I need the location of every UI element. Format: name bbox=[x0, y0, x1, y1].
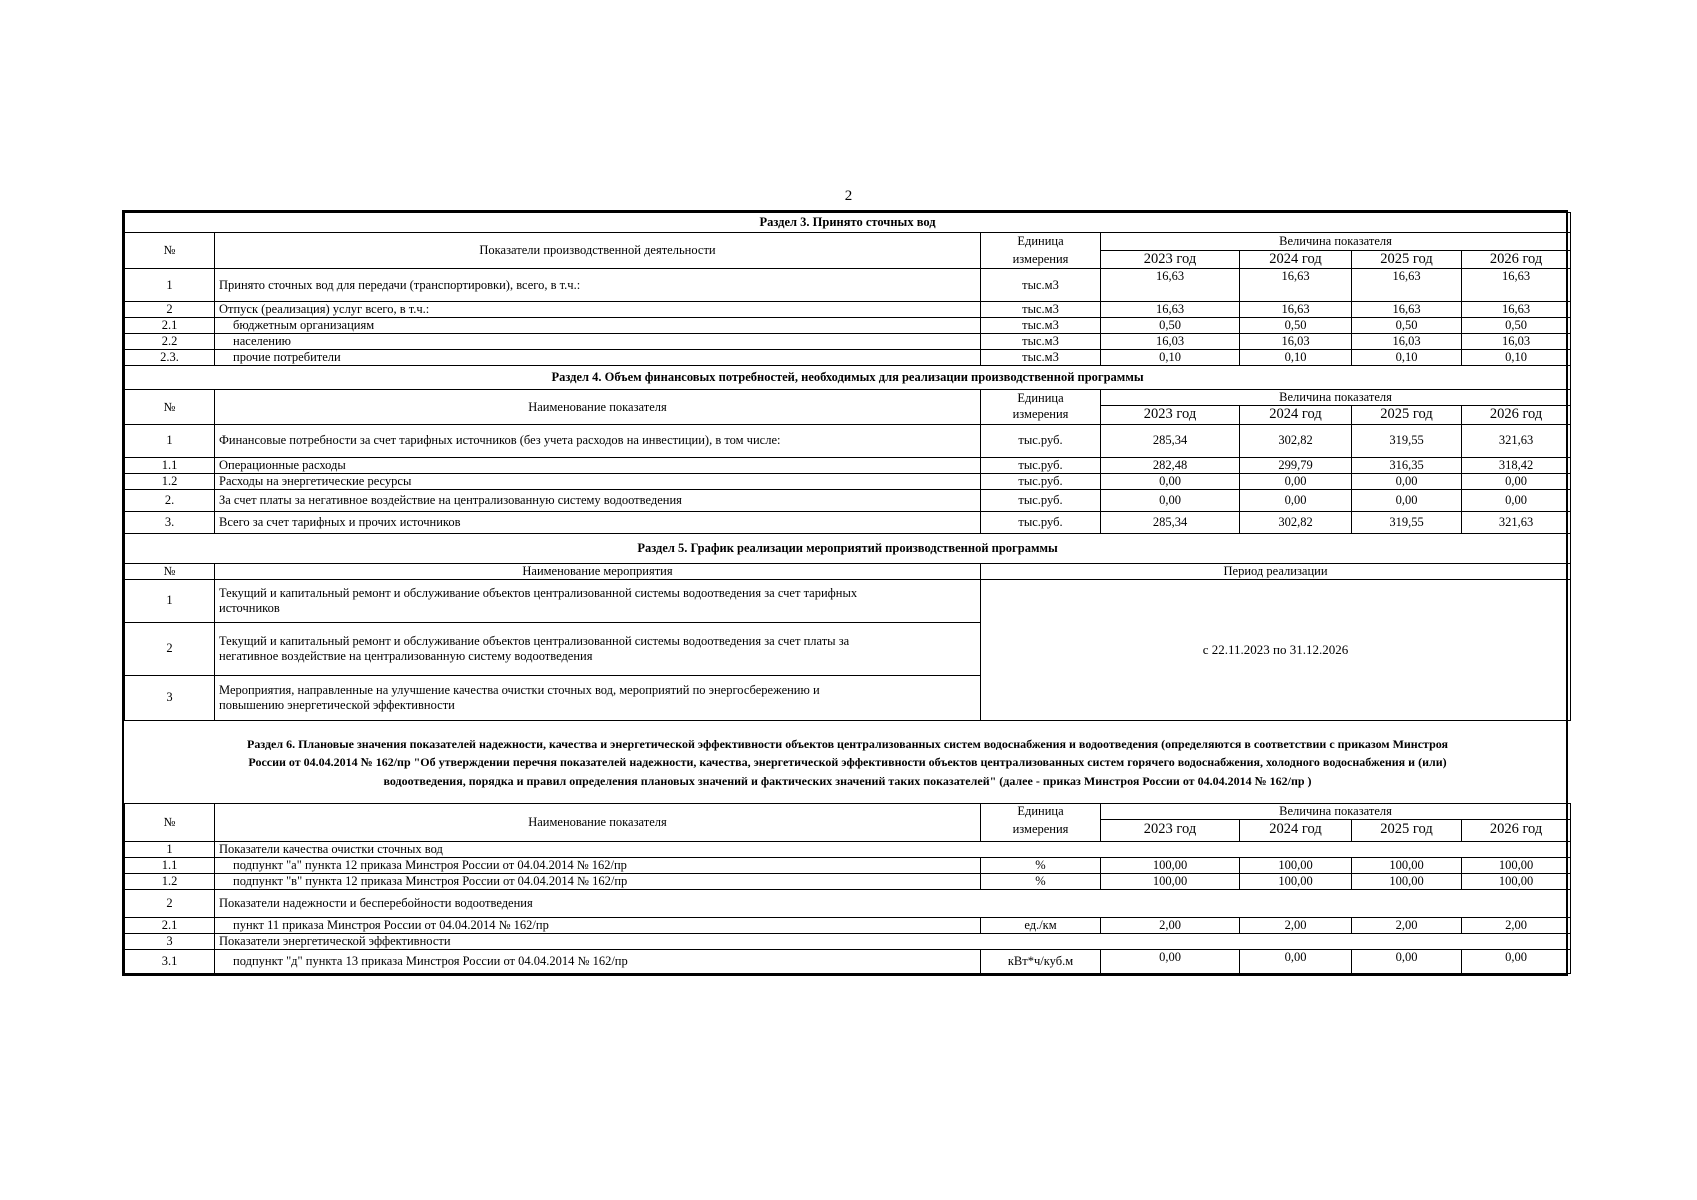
table-row bbox=[125, 579, 1571, 622]
indicators-table bbox=[124, 212, 1571, 974]
section4-header-unit: Единица bbox=[981, 390, 1101, 406]
row-value: 0,00 bbox=[1462, 473, 1571, 489]
row-value: 318,42 bbox=[1462, 457, 1571, 473]
section3-year: 2024 год bbox=[1240, 251, 1352, 269]
table-row bbox=[125, 841, 1571, 857]
section3-header-unit: Единица bbox=[981, 233, 1101, 251]
section6-year: 2023 год bbox=[1101, 819, 1240, 841]
row-no: 1 bbox=[125, 841, 215, 857]
row-value: 100,00 bbox=[1462, 857, 1571, 873]
table-row bbox=[125, 318, 1571, 334]
section3-year: 2023 год bbox=[1101, 251, 1240, 269]
row-value: 16,03 bbox=[1462, 334, 1571, 350]
row-value: 16,63 bbox=[1462, 269, 1571, 302]
table-row bbox=[125, 933, 1571, 949]
section4-header-name: Наименование показателя bbox=[215, 390, 981, 424]
row-value: 100,00 bbox=[1101, 857, 1240, 873]
section4-header-unit-2: измерения bbox=[981, 406, 1101, 424]
row-no: 2 bbox=[125, 889, 215, 917]
row-name: За счет платы за негативное воздействие на централизованную систему водоотведения bbox=[215, 489, 981, 511]
row-value: 0,00 bbox=[1240, 949, 1352, 973]
row-value: 0,00 bbox=[1462, 949, 1571, 973]
row-value: 282,48 bbox=[1101, 457, 1240, 473]
section4-header-no: № bbox=[125, 390, 215, 424]
section5-header-no: № bbox=[125, 563, 215, 579]
section4-year: 2026 год bbox=[1462, 406, 1571, 424]
table-row bbox=[125, 489, 1571, 511]
row-no: 1 bbox=[125, 424, 215, 457]
row-value: 0,10 bbox=[1352, 350, 1462, 366]
section5-header-name: Наименование мероприятия bbox=[215, 563, 981, 579]
row-value: 299,79 bbox=[1240, 457, 1352, 473]
section3-header-no: № bbox=[125, 233, 215, 269]
row-unit: % bbox=[981, 873, 1101, 889]
row-name-line: источников bbox=[219, 600, 280, 615]
row-value: 0,50 bbox=[1101, 318, 1240, 334]
table-row bbox=[125, 949, 1571, 973]
row-name-line: Мероприятия, направленные на улучшение качества очистки сточных вод, мероприятий по энергосбережению и bbox=[219, 682, 820, 697]
section5-period: с 22.11.2023 по 31.12.2026 bbox=[981, 579, 1571, 720]
row-name: прочие потребители bbox=[215, 350, 981, 366]
row-name: подпункт "д" пункта 13 приказа Минстроя России от 04.04.2014 № 162/пр bbox=[215, 949, 981, 973]
row-value: 2,00 bbox=[1101, 917, 1240, 933]
table-row bbox=[125, 917, 1571, 933]
section6-header-no: № bbox=[125, 803, 215, 841]
row-value: 100,00 bbox=[1352, 857, 1462, 873]
row-no: 2.2 bbox=[125, 334, 215, 350]
row-name: Принято сточных вод для передачи (транспортировки), всего, в т.ч.: bbox=[215, 269, 981, 302]
group-name: Показатели энергетической эффективности bbox=[215, 933, 1571, 949]
section3-year: 2026 год bbox=[1462, 251, 1571, 269]
row-name: подпункт "в" пункта 12 приказа Минстроя России от 04.04.2014 № 162/пр bbox=[215, 873, 981, 889]
row-value: 0,50 bbox=[1240, 318, 1352, 334]
row-name-line: Текущий и капитальный ремонт и обслуживание объектов централизованной системы водоотведения за счет платы за bbox=[219, 633, 850, 648]
row-value: 0,00 bbox=[1352, 489, 1462, 511]
document-table bbox=[122, 210, 1568, 976]
row-name bbox=[215, 675, 981, 720]
row-value: 16,63 bbox=[1240, 269, 1352, 302]
row-value: 285,34 bbox=[1101, 424, 1240, 457]
row-unit: тыс.руб. bbox=[981, 424, 1101, 457]
section4-header-value: Величина показателя bbox=[1101, 390, 1571, 406]
row-no: 2.1 bbox=[125, 917, 215, 933]
row-no: 2 bbox=[125, 302, 215, 318]
row-no: 2.1 bbox=[125, 318, 215, 334]
row-value: 16,03 bbox=[1240, 334, 1352, 350]
section4-year: 2025 год bbox=[1352, 406, 1462, 424]
row-value: 302,82 bbox=[1240, 424, 1352, 457]
row-value: 0,10 bbox=[1240, 350, 1352, 366]
section3-year: 2025 год bbox=[1352, 251, 1462, 269]
row-unit: тыс.руб. bbox=[981, 511, 1101, 533]
row-value: 319,55 bbox=[1352, 424, 1462, 457]
row-value: 100,00 bbox=[1101, 873, 1240, 889]
group-name: Показатели надежности и бесперебойности водоотведения bbox=[215, 889, 1571, 917]
table-row bbox=[125, 889, 1571, 917]
row-value: 0,00 bbox=[1352, 949, 1462, 973]
section3-header-name: Показатели производственной деятельности bbox=[215, 233, 981, 269]
row-value: 0,00 bbox=[1101, 489, 1240, 511]
section6-header-unit-2: измерения bbox=[981, 819, 1101, 841]
row-name: Всего за счет тарифных и прочих источников bbox=[215, 511, 981, 533]
table-row bbox=[125, 457, 1571, 473]
table-row bbox=[125, 302, 1571, 318]
row-value: 319,55 bbox=[1352, 511, 1462, 533]
row-value: 16,03 bbox=[1352, 334, 1462, 350]
section4-year: 2024 год bbox=[1240, 406, 1352, 424]
row-value: 16,63 bbox=[1101, 269, 1240, 302]
row-value: 0,10 bbox=[1462, 350, 1571, 366]
row-unit: тыс.м3 bbox=[981, 269, 1101, 302]
section6-header-unit: Единица bbox=[981, 803, 1101, 819]
row-value: 316,35 bbox=[1352, 457, 1462, 473]
row-no: 2.3. bbox=[125, 350, 215, 366]
section5-header-period: Период реализации bbox=[981, 563, 1571, 579]
row-value: 0,00 bbox=[1101, 949, 1240, 973]
group-name: Показатели качества очистки сточных вод bbox=[215, 841, 1571, 857]
table-row bbox=[125, 473, 1571, 489]
section5-title: Раздел 5. График реализации мероприятий производственной программы bbox=[125, 533, 1571, 563]
row-value: 16,63 bbox=[1240, 302, 1352, 318]
row-value: 2,00 bbox=[1240, 917, 1352, 933]
row-name-line: негативное воздействие на централизованную систему водоотведения bbox=[219, 648, 593, 663]
row-name: бюджетным организациям bbox=[215, 318, 981, 334]
row-no: 2 bbox=[125, 622, 215, 675]
table-row bbox=[125, 269, 1571, 302]
row-value: 16,63 bbox=[1352, 269, 1462, 302]
row-value: 285,34 bbox=[1101, 511, 1240, 533]
row-value: 16,03 bbox=[1101, 334, 1240, 350]
row-unit: тыс.м3 bbox=[981, 350, 1101, 366]
row-no: 1 bbox=[125, 579, 215, 622]
row-name bbox=[215, 579, 981, 622]
row-value: 0,00 bbox=[1352, 473, 1462, 489]
section6-header-value: Величина показателя bbox=[1101, 803, 1571, 819]
row-no: 1.2 bbox=[125, 473, 215, 489]
row-unit: тыс.руб. bbox=[981, 457, 1101, 473]
row-value: 100,00 bbox=[1240, 857, 1352, 873]
table-row bbox=[125, 350, 1571, 366]
section6-title bbox=[125, 720, 1571, 803]
row-value: 16,63 bbox=[1101, 302, 1240, 318]
section6-title-line: водоотведения, порядка и правил определения плановых значений и фактических значений таких показателей" (далее - приказ Минстроя России от 04.04.2014 № 162/пр ) bbox=[383, 773, 1312, 788]
row-value: 2,00 bbox=[1462, 917, 1571, 933]
row-name: пункт 11 приказа Минстроя России от 04.04.2014 № 162/пр bbox=[215, 917, 981, 933]
section3-header-value: Величина показателя bbox=[1101, 233, 1571, 251]
row-no: 3 bbox=[125, 675, 215, 720]
row-no: 1.1 bbox=[125, 457, 215, 473]
section4-year: 2023 год bbox=[1101, 406, 1240, 424]
row-unit: тыс.руб. bbox=[981, 473, 1101, 489]
section6-title-line: Раздел 6. Плановые значения показателей надежности, качества и энергетической эффективности объектов централизованных систем водоснабжения и водоотведения (определяются в соответствии с приказом Минстроя bbox=[247, 736, 1449, 751]
row-name bbox=[215, 622, 981, 675]
row-value: 100,00 bbox=[1462, 873, 1571, 889]
row-no: 3.1 bbox=[125, 949, 215, 973]
section6-year: 2025 год bbox=[1352, 819, 1462, 841]
table-row bbox=[125, 424, 1571, 457]
row-name: подпункт "а" пункта 12 приказа Минстроя России от 04.04.2014 № 162/пр bbox=[215, 857, 981, 873]
row-unit: тыс.руб. bbox=[981, 489, 1101, 511]
section3-title: Раздел 3. Принято сточных вод bbox=[125, 213, 1571, 233]
row-no: 3. bbox=[125, 511, 215, 533]
row-no: 1 bbox=[125, 269, 215, 302]
row-value: 100,00 bbox=[1240, 873, 1352, 889]
table-row bbox=[125, 873, 1571, 889]
section4-title: Раздел 4. Объем финансовых потребностей, необходимых для реализации производственной программы bbox=[125, 366, 1571, 390]
row-value: 0,00 bbox=[1240, 473, 1352, 489]
row-value: 0,10 bbox=[1101, 350, 1240, 366]
row-name: Расходы на энергетические ресурсы bbox=[215, 473, 981, 489]
row-value: 0,00 bbox=[1101, 473, 1240, 489]
row-value: 321,63 bbox=[1462, 424, 1571, 457]
row-unit: тыс.м3 bbox=[981, 302, 1101, 318]
row-name: Финансовые потребности за счет тарифных источников (без учета расходов на инвестиции), в том числе: bbox=[215, 424, 981, 457]
row-value: 0,00 bbox=[1240, 489, 1352, 511]
row-value: 0,50 bbox=[1352, 318, 1462, 334]
row-no: 3 bbox=[125, 933, 215, 949]
row-value: 302,82 bbox=[1240, 511, 1352, 533]
section6-year: 2026 год bbox=[1462, 819, 1571, 841]
row-value: 2,00 bbox=[1352, 917, 1462, 933]
section6-year: 2024 год bbox=[1240, 819, 1352, 841]
row-unit: тыс.м3 bbox=[981, 318, 1101, 334]
row-unit: кВт*ч/куб.м bbox=[981, 949, 1101, 973]
section3-header-unit-2: измерения bbox=[981, 251, 1101, 269]
row-unit: % bbox=[981, 857, 1101, 873]
row-no: 1.1 bbox=[125, 857, 215, 873]
row-name-line: повышению энергетической эффективности bbox=[219, 697, 455, 712]
row-value: 16,63 bbox=[1352, 302, 1462, 318]
section6-header-name: Наименование показателя bbox=[215, 803, 981, 841]
row-name: Операционные расходы bbox=[215, 457, 981, 473]
row-value: 0,50 bbox=[1462, 318, 1571, 334]
table-row bbox=[125, 857, 1571, 873]
row-unit: ед./км bbox=[981, 917, 1101, 933]
row-unit: тыс.м3 bbox=[981, 334, 1101, 350]
table-row bbox=[125, 334, 1571, 350]
row-no: 1.2 bbox=[125, 873, 215, 889]
table-row bbox=[125, 511, 1571, 533]
row-name: населению bbox=[215, 334, 981, 350]
row-value: 0,00 bbox=[1462, 489, 1571, 511]
row-value: 321,63 bbox=[1462, 511, 1571, 533]
row-name-line: Текущий и капитальный ремонт и обслуживание объектов централизованной системы водоотведения за счет тарифных bbox=[219, 585, 858, 600]
row-name: Отпуск (реализация) услуг всего, в т.ч.: bbox=[215, 302, 981, 318]
page-number: 2 bbox=[844, 188, 853, 204]
row-value: 16,63 bbox=[1462, 302, 1571, 318]
row-no: 2. bbox=[125, 489, 215, 511]
row-value: 100,00 bbox=[1352, 873, 1462, 889]
section6-title-line: России от 04.04.2014 № 162/пр "Об утверждении перечня показателей надежности, качества, энергетической эффективности объектов централизованных систем горячего водоснабжения, холодного водоснабжения и (или) bbox=[248, 755, 1447, 770]
